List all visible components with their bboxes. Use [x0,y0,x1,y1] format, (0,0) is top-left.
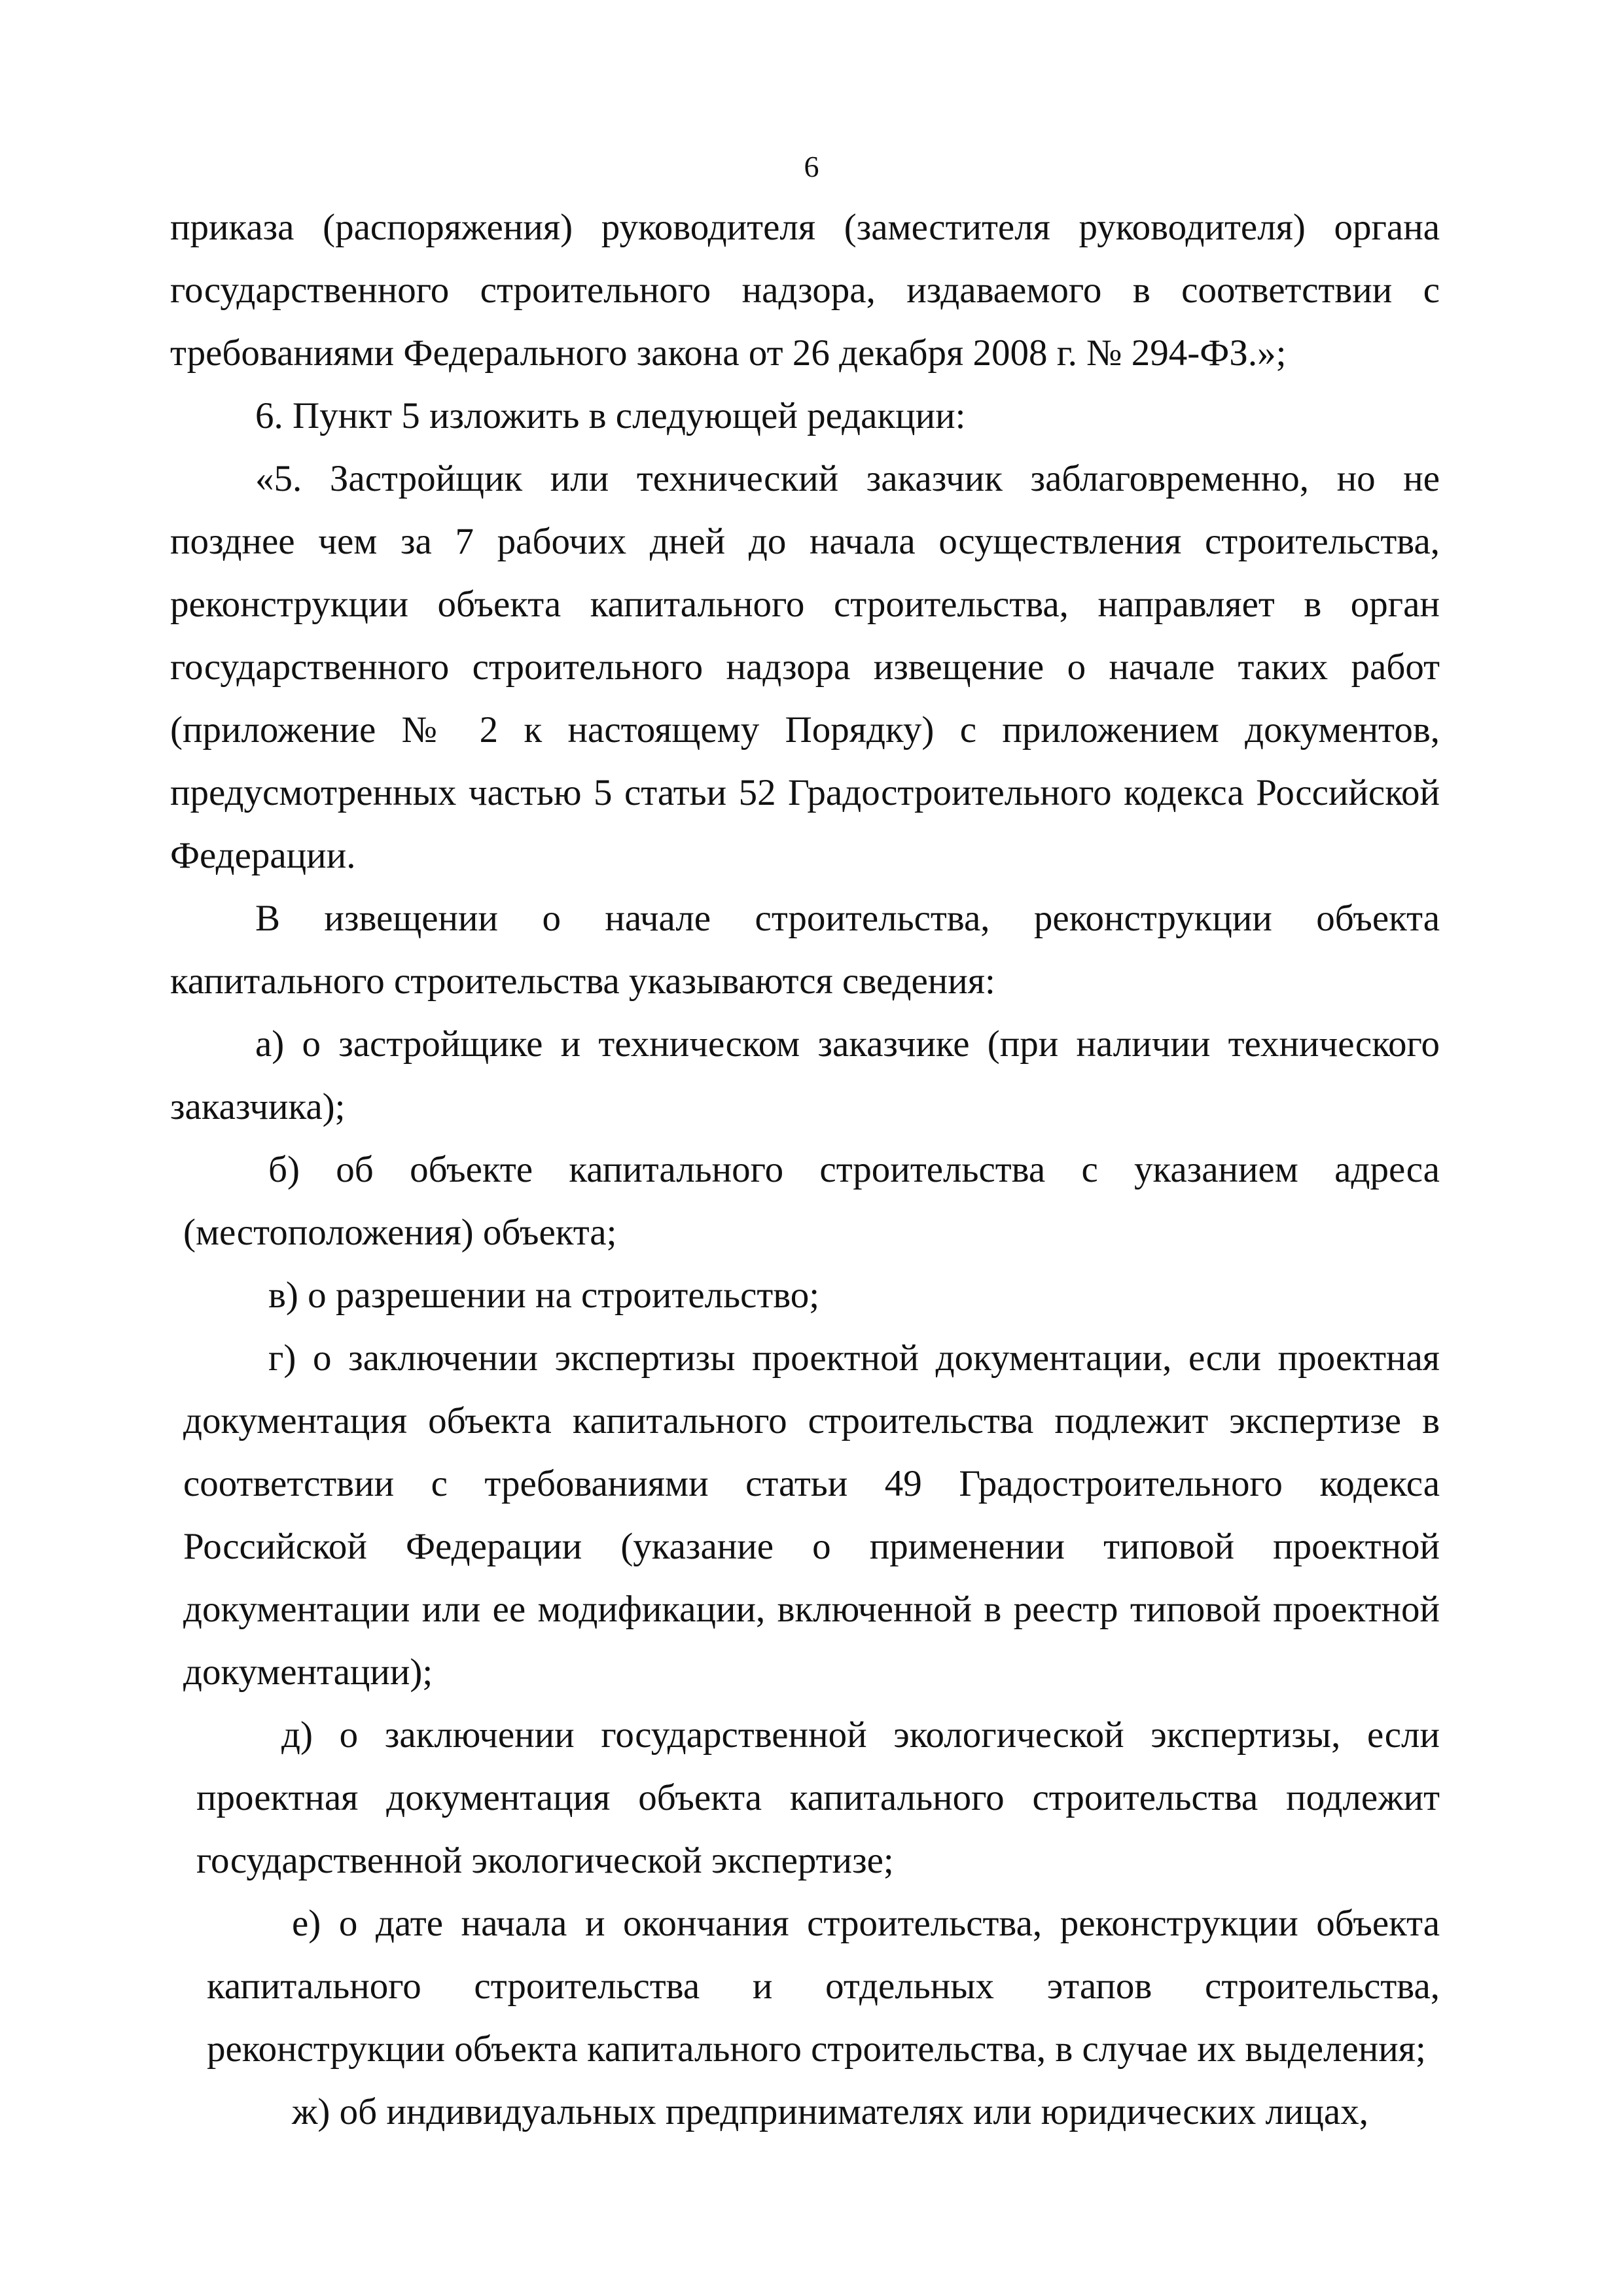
list-item-e: е) о дате начала и окончания строительства, реконструкции объекта капитального строительства и отдельных этапов строительства, реконструкции объекта капитального строительства, в случае их выделения; [207,1903,1440,2070]
list-item-a: а) о застройщике и техническом заказчике (при наличии технического заказчика); [170,1023,1440,1127]
paragraph-notice-contents: В извещении о начале строительства, реконструкции объекта капитального строительства указываются сведения: [170,898,1440,1002]
page-number: 6 [804,150,819,183]
paragraph-order-continuation: приказа (распоряжения) руководителя (заместителя руководителя) органа государственного строительного надзора, издаваемого в соответствии с требованиями Федерального закона от 26 декабря 2008 г. № 294-ФЗ.»; [170,207,1440,374]
paragraph-item-6: 6. Пункт 5 изложить в следующей редакции: [255,395,966,436]
list-item-d: д) о заключении государственной экологической экспертизы, если проектная документация объекта капитального строительства подлежит государственной экологической экспертизе; [196,1714,1440,1881]
list-item-g: г) о заключении экспертизы проектной документации, если проектная документация объекта капитального строительства подлежит экспертизе в соответствии с требованиями статьи 49 Градостроительного кодекса Российской Федерации (указание о применении типовой проектной документации или ее модификации, включенной в реестр типовой проектной документации); [183,1337,1440,1693]
document-body [170,196,1440,2144]
list-item-zh: ж) об индивидуальных предпринимателях или юридических лицах, [292,2091,1368,2132]
paragraph-point-5: «5. Застройщик или технический заказчик заблаговременно, но не позднее чем за 7 рабочих дней до начала осуществления строительства, реконструкции объекта капитального строительства, направляет в орган государственного строительного надзора извещение о начале таких работ (приложение № 2 к настоящему Порядку) с приложением документов, предусмотренных частью 5 статьи 52 Градостроительного кодекса Российской Федерации. [170,458,1440,876]
list-item-v: в) о разрешении на строительство; [268,1275,820,1316]
list-item-b: б) об объекте капитального строительства с указанием адреса (местоположения) объекта; [183,1149,1440,1253]
